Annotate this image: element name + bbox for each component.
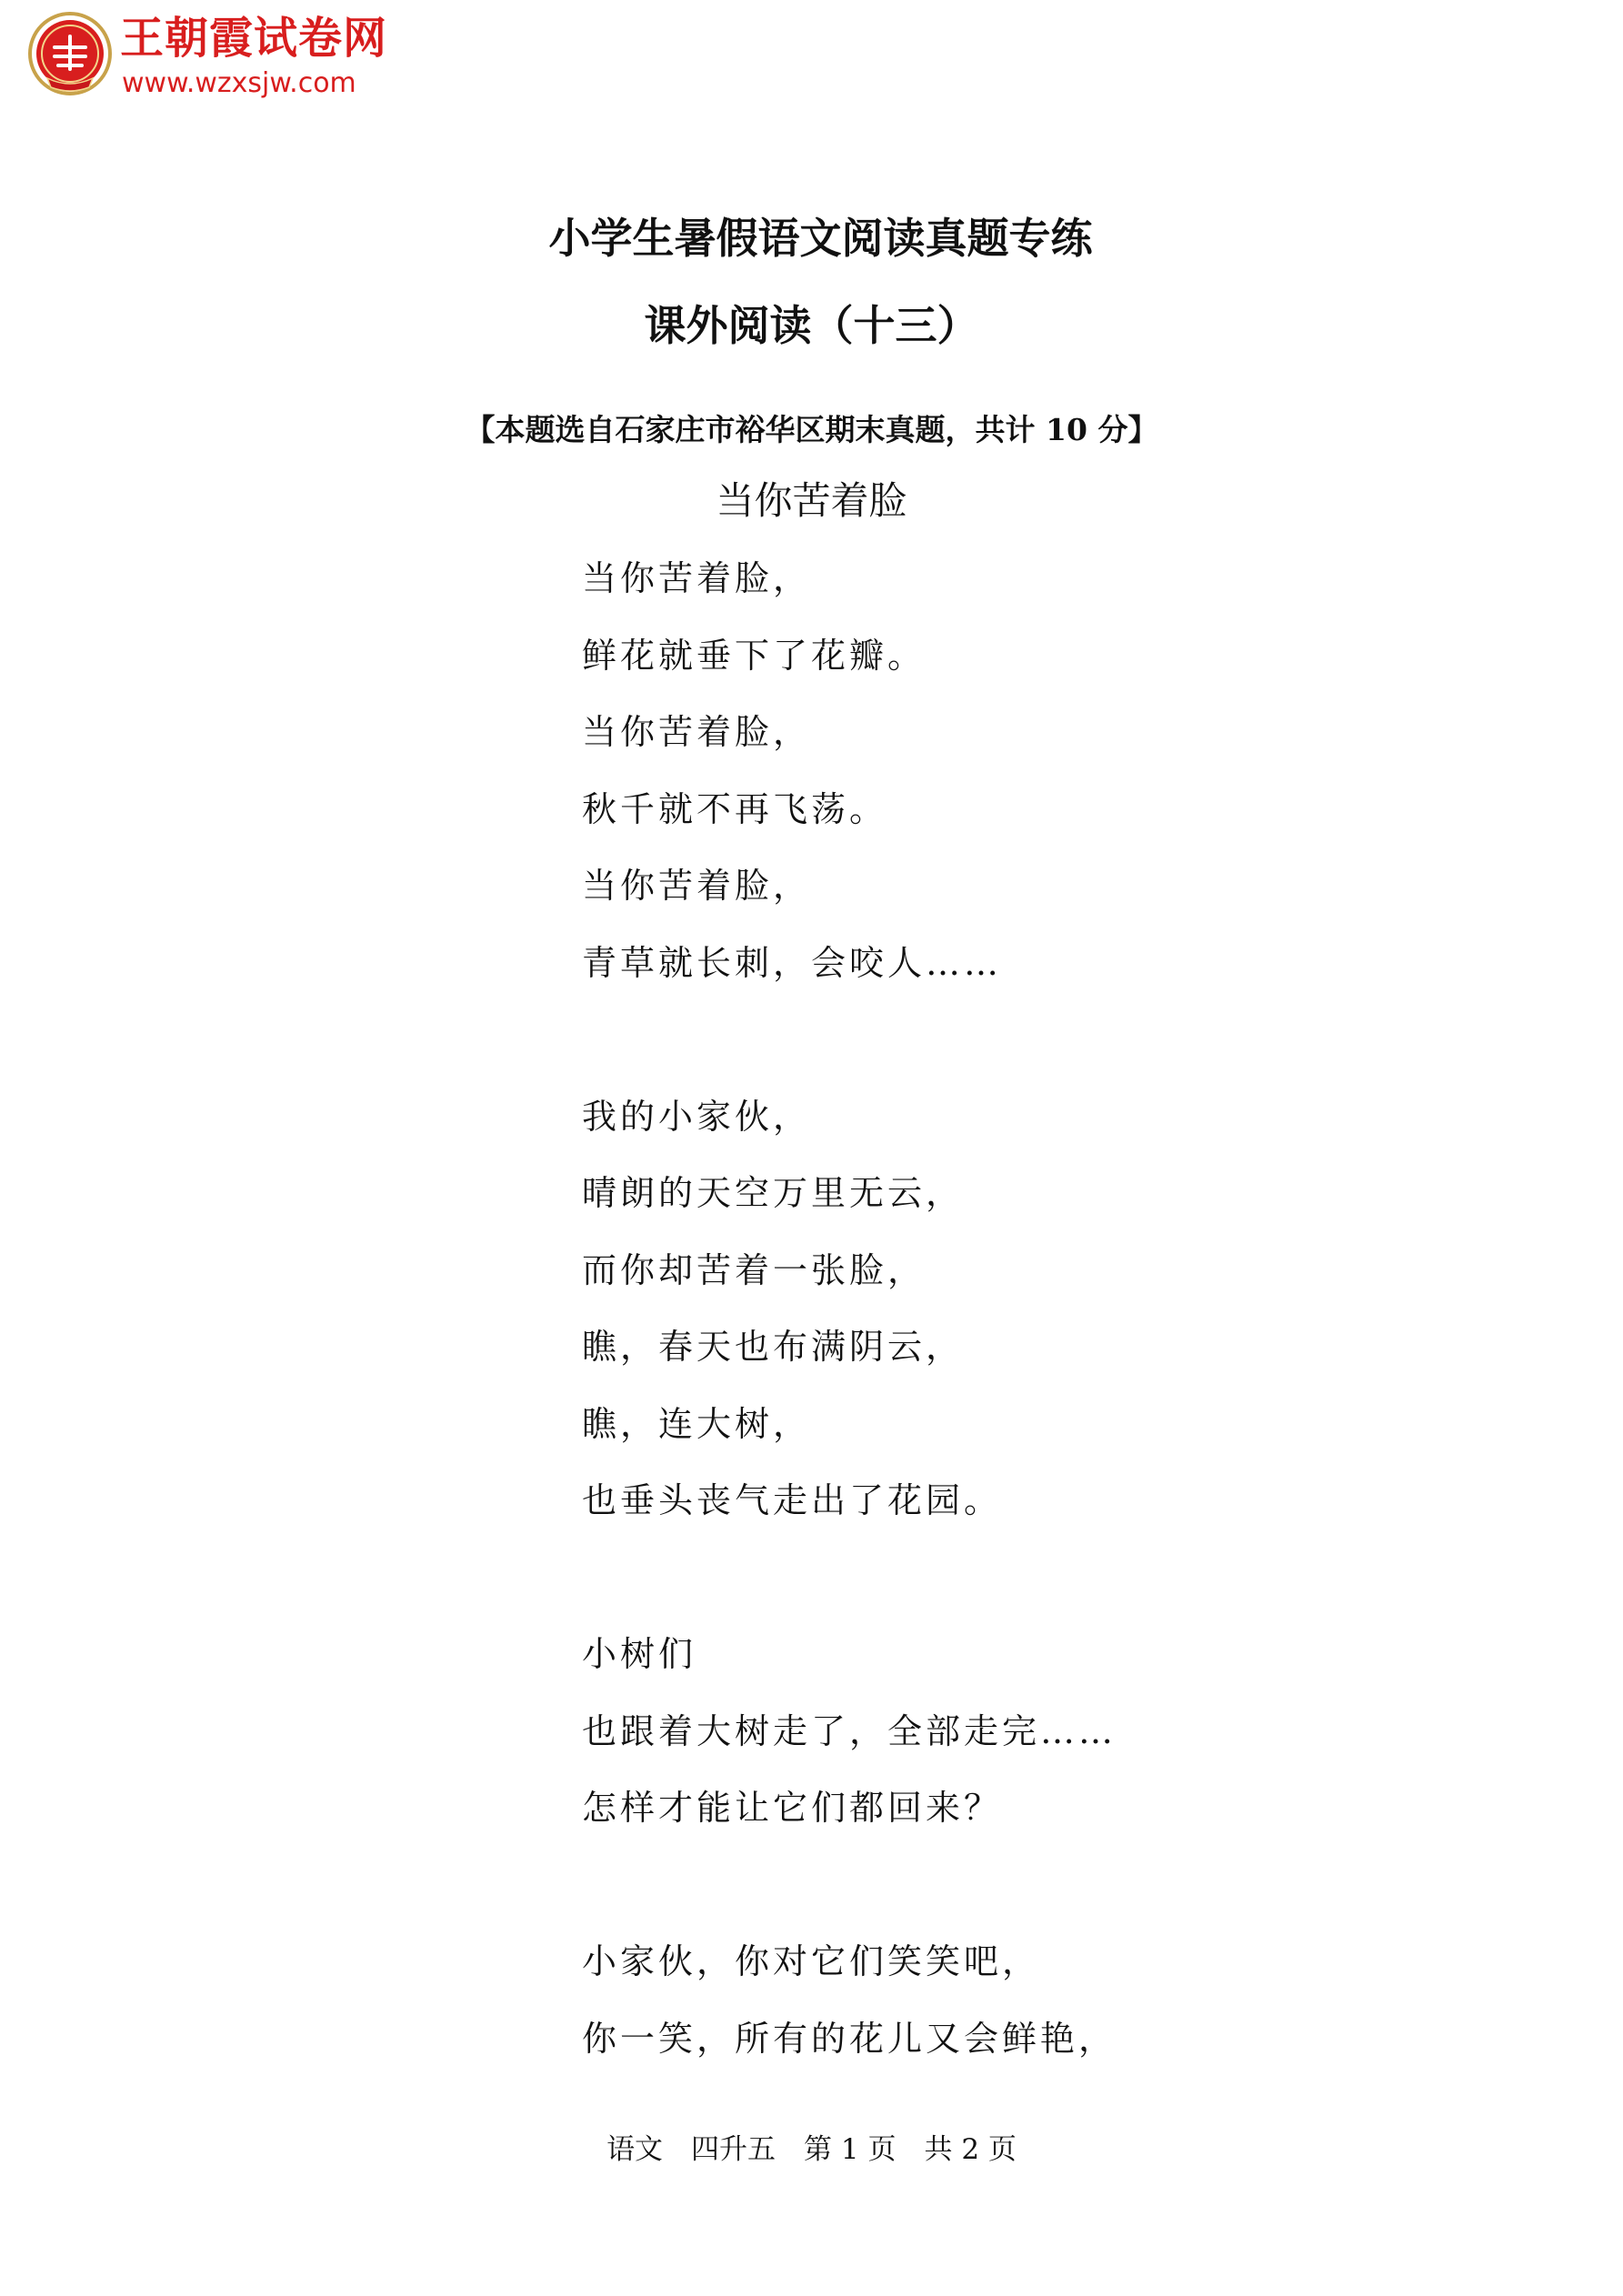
page-subtitle: 课外阅读（十三） [644,301,979,350]
poem-line: 鲜花就垂下了花瓣。 [582,635,927,676]
poem-line: 瞧，连大树， [582,1403,812,1444]
brand-url-link[interactable]: www.wzxsjw.com [122,67,356,99]
poem-line: 而你却苦着一张脸， [582,1249,927,1290]
poem-line: 也垂头丧气走出了花园。 [582,1480,1003,1520]
poem-blank-line [582,1550,1491,1628]
poem-line: 小家伙，你对它们笑笑吧， [582,1941,1041,1981]
poem-blank-line [582,1858,1491,1935]
poem-body [582,551,1491,2088]
poem-line: 我的小家伙， [582,1096,812,1137]
poem-line: 当你苦着脸， [582,866,812,906]
site-header-logo [27,11,446,102]
poem-line: 也跟着大树走了，全部走完…… [582,1710,1117,1751]
page-footer: 语文 四升五 第 1 页 共 2 页 [606,2133,1017,2166]
source-note: 【本题选自石家庄市裕华区期末真题，共计 10 分】 [465,412,1158,447]
poem-line: 秋千就不再飞荡。 [582,788,888,829]
poem-line: 瞧，春天也布满阴云， [582,1327,965,1367]
poem-blank-line [582,1012,1491,1089]
brand-name: 王朝霞试卷网 [120,13,388,64]
poem-line: 你一笑，所有的花儿又会鲜艳， [582,2018,1117,2059]
poem-line: 怎样才能让它们都回来？ [582,1788,1003,1828]
seal-logo-icon [27,11,113,96]
poem-line: 当你苦着脸， [582,558,812,598]
page-title: 小学生暑假语文阅读真题专练 [548,214,1093,263]
poem-line: 小树们 [582,1634,697,1674]
poem-line: 青草就长刺，会咬人…… [582,942,1003,983]
poem-line: 当你苦着脸， [582,712,812,752]
poem-title: 当你苦着脸 [716,478,907,523]
poem-line: 晴朗的天空万里无云， [582,1173,965,1213]
